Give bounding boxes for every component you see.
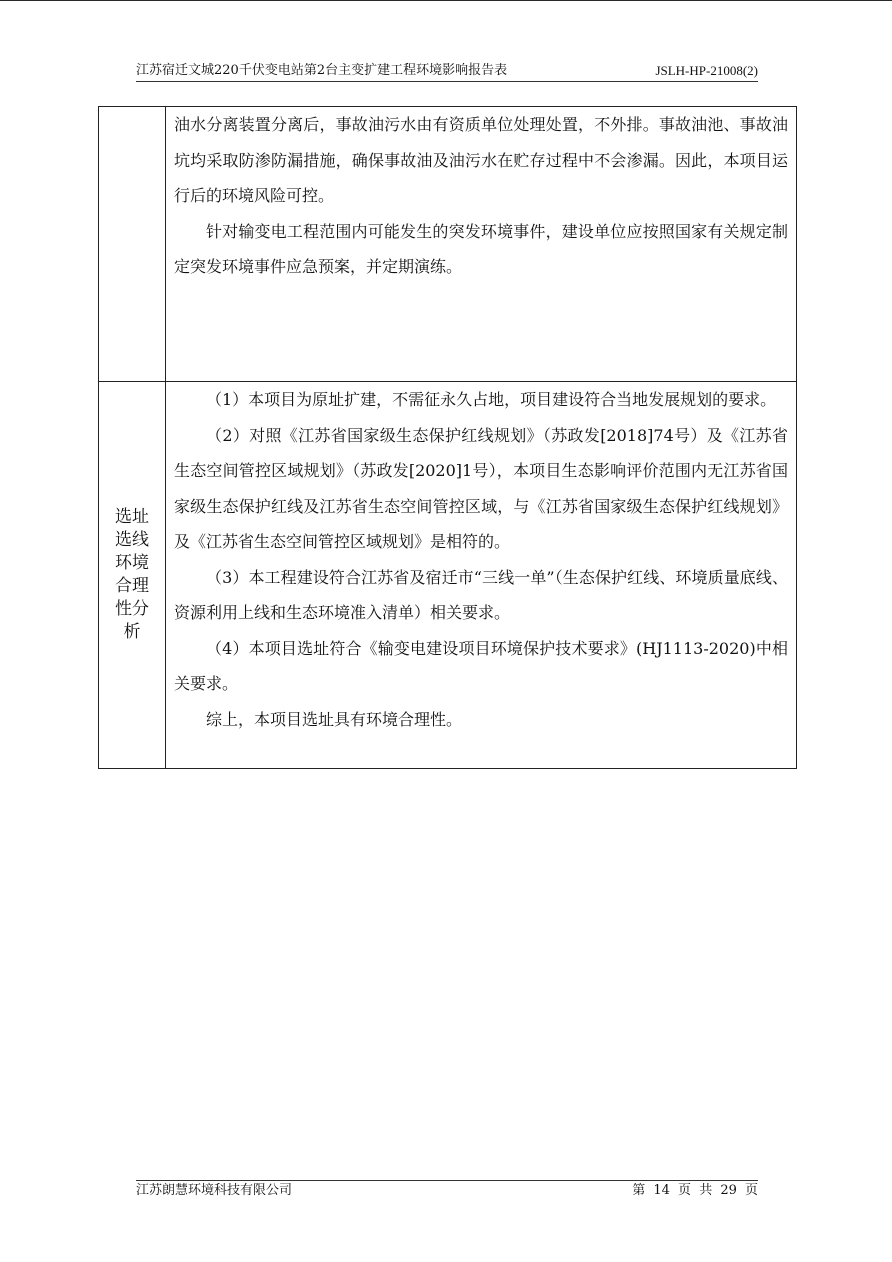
row-label-cell-empty [99, 107, 166, 382]
page-top-border [0, 0, 892, 1]
risk-paragraph-2: 针对输变电工程范围内可能发生的突发环境事件，建设单位应按照国家有关规定制定突发环境事件应急预案，并定期演练。 [174, 221, 788, 276]
report-title: 江苏宿迁文城220千伏变电站第2台主变扩建工程环境影响报告表 [136, 63, 508, 78]
risk-paragraph-1: 油水分离装置分离后，事故油污水由有资质单位处理处置，不外排。事故油池、事故油坑均采取防渗防漏措施，确保事故油及油污水在贮存过程中不会渗漏。因此，本项目运行后的环境风险可控。 [174, 115, 788, 205]
site-paragraph-5: 综上，本项目选址具有环境合理性。 [206, 709, 463, 729]
site-paragraph-4: （4）本项目选址符合《输变电建设项目环境保护技术要求》(HJ1113-2020)中相关要求。 [174, 638, 788, 693]
row-content-cell [166, 382, 797, 769]
company-name: 江苏朗慧环境科技有限公司 [136, 1183, 293, 1198]
site-paragraph-1: （1）本项目为原址扩建，不需征永久占地，项目建设符合当地发展规划的要求。 [206, 390, 777, 409]
page-footer [136, 1182, 758, 1202]
page-header [136, 62, 758, 82]
risk-text [166, 107, 796, 285]
site-selection-label: 选址选线环境合理性分析 [115, 507, 149, 642]
row-content-cell [166, 107, 797, 382]
document-code: JSLH-HP-21008(2) [655, 63, 758, 78]
header-rule [136, 81, 758, 82]
site-paragraph-3: （3）本工程建设符合江苏省及宿迁市“三线一单”（生态保护红线、环境质量底线、资源利用上线和生态环境准入清单）相关要求。 [174, 567, 788, 622]
side-label-wrapper [99, 382, 165, 768]
page-number: 第 14 页 共 29 页 [632, 1183, 758, 1198]
row-label-cell [99, 382, 166, 769]
table-row-site-selection [99, 382, 797, 769]
report-table [98, 106, 797, 769]
footer-rule [136, 1180, 758, 1181]
site-paragraph-2: （2）对照《江苏省国家级生态保护红线规划》（苏政发[2018]74号）及《江苏省生态空间管控区域规划》（苏政发[2020]1号），本项目生态影响评价范围内无江苏省国家级生态保护红线及江苏省生态空间管控区域，与《江苏省国家级生态保护红线规划》及《江苏省生态空间管控区域规划》是相符的。 [174, 425, 788, 551]
site-selection-text [166, 382, 796, 737]
table-row-risk [99, 107, 797, 382]
